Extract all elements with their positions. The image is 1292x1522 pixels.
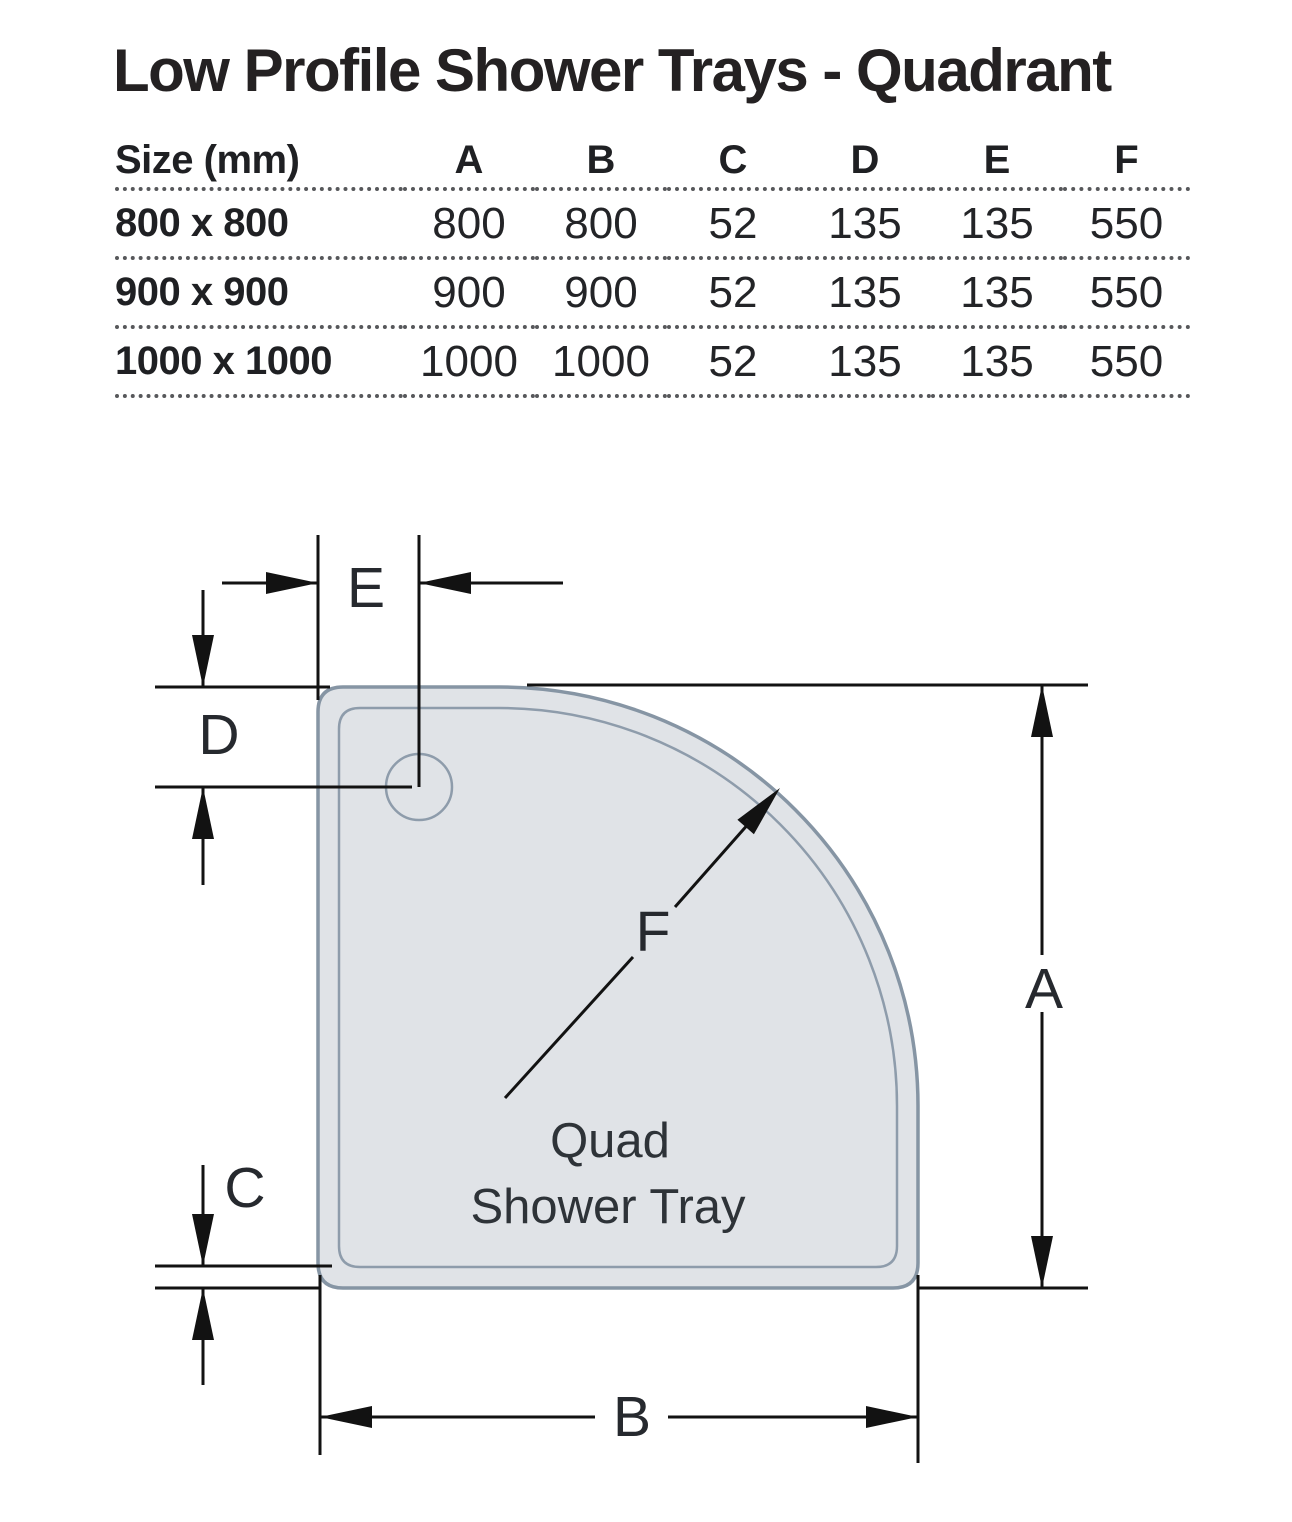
cell-b: 1000 [552, 336, 650, 386]
cell-size: 800 x 800 [115, 201, 289, 245]
cell-size: 1000 x 1000 [115, 339, 332, 383]
arrowhead-left-icon [419, 572, 471, 594]
column-header-e: E [983, 137, 1011, 182]
column-header-d: D [850, 137, 880, 182]
dimension-b [320, 1275, 918, 1463]
dimension-label-b: B [612, 1385, 652, 1449]
dimension-c [155, 1156, 332, 1385]
arrowhead-left-icon [320, 1406, 372, 1428]
column-header-a: A [454, 137, 484, 182]
arrowhead-right-icon [866, 1406, 918, 1428]
cell-a: 800 [432, 198, 506, 248]
column-header-b: B [586, 137, 616, 182]
arrowhead-up-icon [1031, 685, 1053, 737]
column-header-f: F [1114, 137, 1139, 182]
cell-e: 135 [960, 198, 1034, 248]
dimension-label-a: A [1024, 957, 1064, 1021]
cell-c: 52 [708, 336, 758, 386]
column-header-size: Size (mm) [115, 137, 300, 182]
cell-size: 900 x 900 [115, 270, 289, 314]
arrowhead-down-icon [192, 1214, 214, 1266]
cell-f: 550 [1089, 267, 1164, 317]
tray-label-line1: Quad [550, 1114, 670, 1168]
dimension-label-f: F [635, 900, 671, 964]
arrowhead-up-icon [192, 787, 214, 839]
dimension-label-c: C [224, 1156, 266, 1220]
arrowhead-down-icon [1031, 1236, 1053, 1288]
cell-a: 900 [432, 267, 506, 317]
arrowhead-right-icon [266, 572, 318, 594]
cell-c: 52 [708, 267, 758, 317]
page-title: Low Profile Shower Trays - Quadrant [113, 37, 1111, 104]
cell-b: 900 [564, 267, 638, 317]
cell-e: 135 [960, 336, 1034, 386]
cell-d: 135 [828, 267, 902, 317]
cell-e: 135 [960, 267, 1034, 317]
arrowhead-down-icon [192, 635, 214, 687]
cell-d: 135 [828, 336, 902, 386]
cell-f: 550 [1089, 336, 1164, 386]
arrowhead-up-icon [192, 1288, 214, 1340]
cell-a: 1000 [420, 336, 518, 386]
cell-d: 135 [828, 198, 902, 248]
column-header-c: C [718, 137, 748, 182]
tray-label-line2: Shower Tray [470, 1180, 746, 1234]
cell-f: 550 [1089, 198, 1164, 248]
dimension-label-e: E [346, 556, 386, 620]
cell-b: 800 [564, 198, 638, 248]
dimension-label-d: D [198, 703, 240, 767]
cell-c: 52 [708, 198, 758, 248]
